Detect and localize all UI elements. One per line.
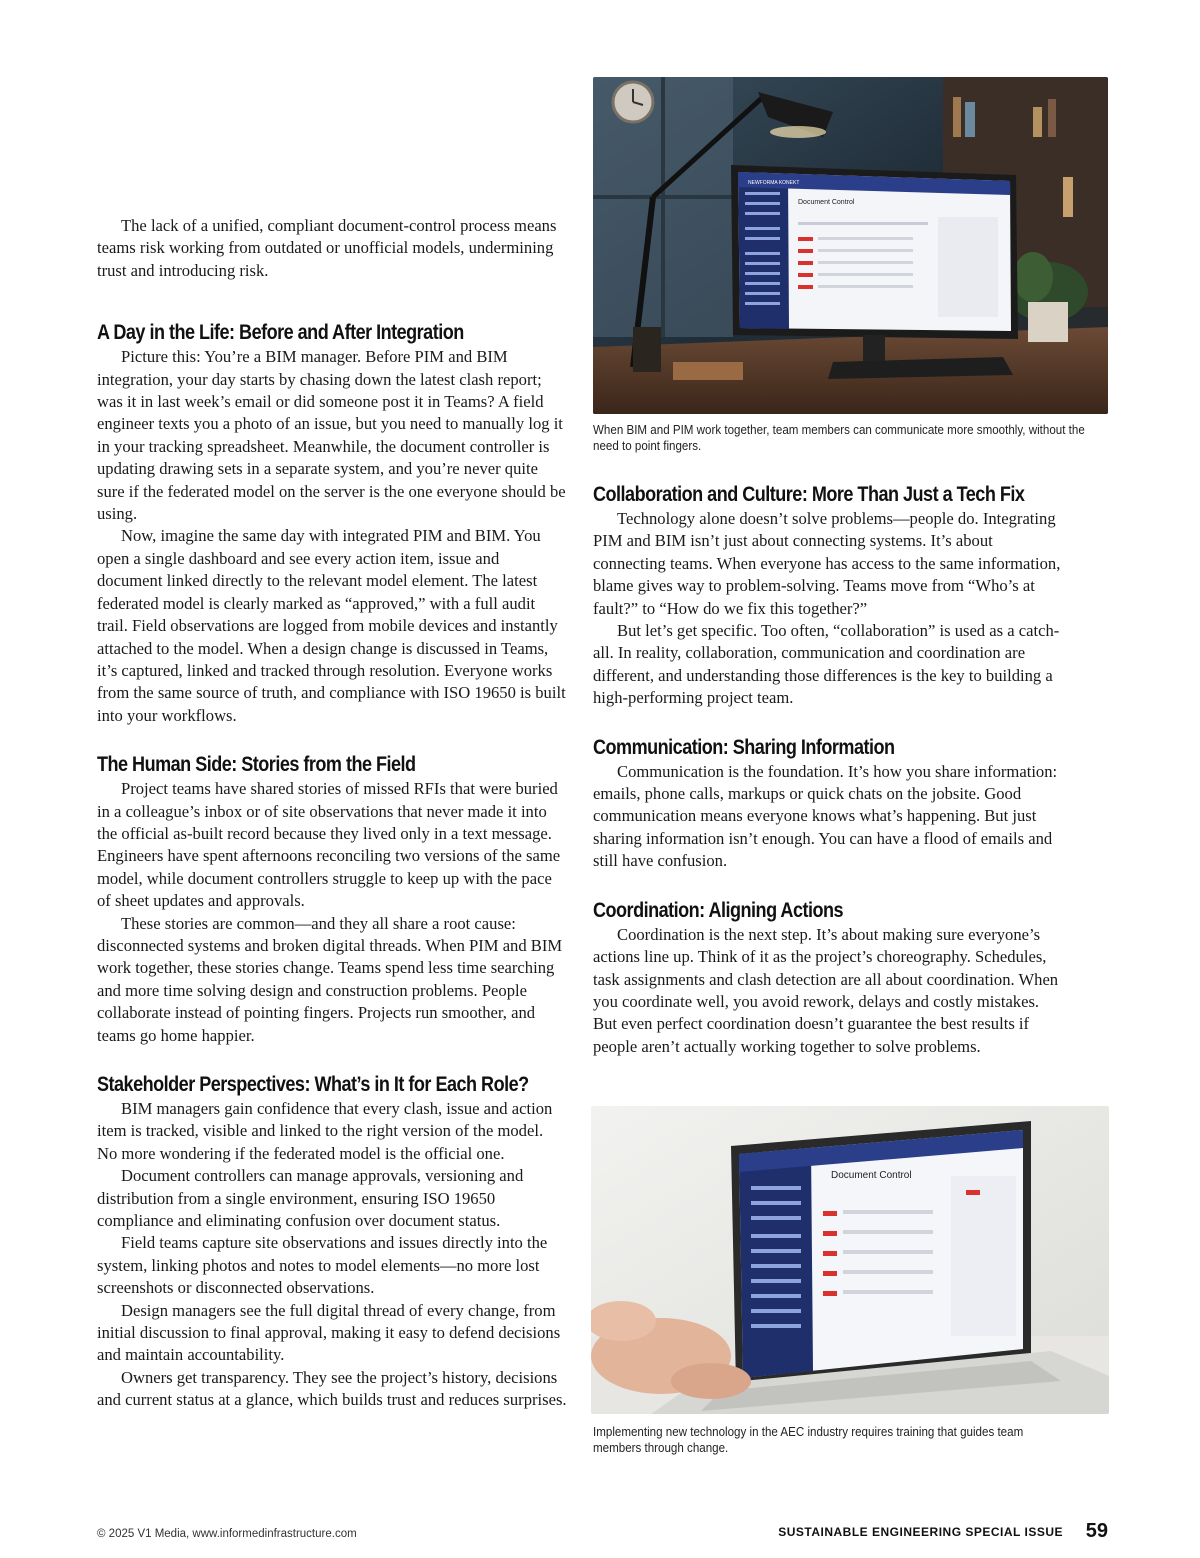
right-column	[593, 482, 1063, 1058]
paragraph: Communication is the foundation. It’s how you share information: emails, phone calls, markups or quick chats on the jobsite. Good communication means everyone knows what’s happening. But just sharing information isn’t enough. You can have a flood of emails and still have confusion.	[593, 761, 1058, 871]
laptop-screen-title: Document Control	[831, 1170, 912, 1181]
heading-human-side: The Human Side: Stories from the Field	[97, 753, 416, 777]
heading-stakeholder: Stakeholder Perspectives: What’s in It for Each Role?	[97, 1073, 529, 1096]
page-number: 59	[1085, 1520, 1108, 1542]
laptop-scene-illustration	[591, 1106, 1109, 1414]
heading-coordination: Coordination: Aligning Actions	[593, 898, 844, 922]
footer-issue: SUSTAINABLE ENGINEERING SPECIAL ISSUE	[778, 1525, 1063, 1539]
paragraph: Coordination is the next step. It’s about making sure everyone’s actions line up. Think of it as the project’s choreography. Schedules, task assignments and clash detection are all about coordination. When you coordinate well, you avoid rework, delays and costly mistakes. But even perfect coordination doesn’t guarantee the best results if people aren’t actually working together to solve problems.	[593, 924, 1059, 1056]
heading-communication: Communication: Sharing Information	[593, 735, 895, 759]
paragraph: Field teams capture site observations and issues directly into the system, linking photos and notes to model elements—no more lost screenshots or disconnected observations.	[97, 1233, 548, 1298]
desk-scene-illustration	[593, 77, 1108, 414]
paragraph: Now, imagine the same day with integrated PIM and BIM. You open a single dashboard and see every action item, issue and document linked directly to the relevant model element. The latest federated model is clearly marked as “approved,” with a full audit trail. Field observations are logged from mobile devices and instantly attached to the model. When a design change is discussed in Teams, it’s captured, linked and tracked through resolution. Everyone works from the same source of truth, and compliance with ISO 19650 is built into your workflows.	[97, 526, 566, 725]
paragraph: Design managers see the full digital thread of every change, from initial discussion to final approval, making it easy to defend decisions and maintain accountability.	[97, 1300, 561, 1365]
heading-day-in-life: A Day in the Life: Before and After Integration	[97, 321, 464, 345]
paragraph: Project teams have shared stories of missed RFIs that were buried in a colleague’s inbox or of site observations that never made it into the official as-built record because they lived only in a text message. Engineers have spent afternoons reconciling two versions of the same model, while document controllers struggle to keep up with the pace of sheet updates and approvals.	[97, 779, 561, 911]
paragraph: BIM managers gain confidence that every clash, issue and action item is tracked, visible and linked to the right version of the model. No more wondering if the federated model is the official one.	[97, 1099, 553, 1163]
photo2-caption: Implementing new technology in the AEC industry requires training that guides team members through change.	[593, 1425, 1024, 1455]
paragraph: Owners get transparency. They see the project’s history, decisions and current status at a glance, which builds trust and reduces surprises.	[97, 1367, 567, 1410]
paragraph: These stories are common—and they all share a root cause: disconnected systems and broken digital threads. When PIM and BIM work together, these stories change. Teams spend less time searching and more time solving design and construction problems. People collaborate instead of pointing fingers. Projects run smoother, and teams go home happier.	[97, 913, 563, 1045]
paragraph: Technology alone doesn’t solve problems—people do. Integrating PIM and BIM isn’t just about connecting systems. It’s about connecting teams. When everyone has access to the same information, blame gives way to problem-solving. Teams move from “Who’s at fault?” to “How do we fix this together?”	[593, 509, 1061, 618]
left-column	[97, 215, 567, 1412]
heading-collaboration: Collaboration and Culture: More Than Just a Tech Fix	[593, 483, 1025, 506]
photo1-caption: When BIM and PIM work together, team members can communicate more smoothly, without the need to point fingers.	[593, 423, 1085, 453]
screen-brand: NEWFORMA KONEKT	[748, 180, 800, 186]
screen-title: Document Control	[798, 199, 855, 206]
paragraph: Document controllers can manage approvals, versioning and distribution from a single environment, ensuring ISO 19650 compliance and eliminating confusion over document status.	[97, 1166, 524, 1231]
paragraph: Picture this: You’re a BIM manager. Before PIM and BIM integration, your day starts by chasing down the latest clash report; was it in last week’s email or did someone post it in Teams? A field engineer texts you a photo of an issue, but you need to manually log it in your tracking spreadsheet. Meanwhile, the document controller is updating drawing sets in a separate system, and you’re never quite sure if the federated model on the server is the one everyone should be using.	[97, 347, 566, 524]
photo-laptop-typing	[591, 1106, 1109, 1414]
photo-desk-monitor	[593, 77, 1108, 414]
paragraph: But let’s get specific. Too often, “collaboration” is used as a catch-all. In reality, collaboration, communication and coordination are different, and understanding those differences is the key to building a high-performing project team.	[593, 621, 1060, 708]
footer-copyright: © 2025 V1 Media, www.informedinfrastructure.com	[97, 1528, 357, 1540]
intro-paragraph: The lack of a unified, compliant document-control process means teams risk working from outdated or unofficial models, undermining trust and introducing risk.	[97, 216, 557, 280]
